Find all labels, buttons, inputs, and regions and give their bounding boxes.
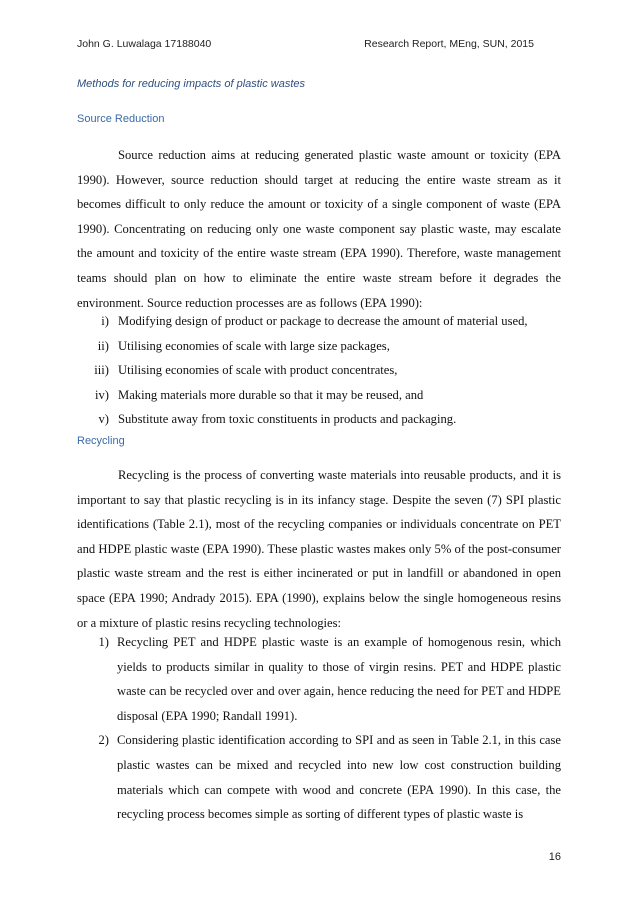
source-reduction-heading: Source Reduction <box>77 113 165 125</box>
recycling-heading: Recycling <box>77 435 125 447</box>
list-item-text: Considering plastic identification according to SPI and as seen in Table 2.1, in this case plastic wastes can be mixed and recycled into new low cost construction building materials which can compete with wood and concrete (EPA 1990). In this case, the recycling process becomes simple as sorting of different types of plastic waste is <box>117 733 561 822</box>
list-marker: v) <box>98 412 109 427</box>
list-item-text: Making materials more durable so that it may be reused, and <box>118 387 424 402</box>
list-marker: 1) <box>98 635 109 649</box>
list-item-text: Utilising economies of scale with large size packages, <box>118 338 390 353</box>
list-marker: 2) <box>98 733 109 748</box>
source-reduction-list <box>77 309 561 432</box>
list-item-text: Utilising economies of scale with product concentrates, <box>118 363 398 378</box>
recycling-paragraph: Recycling is the process of converting waste materials into reusable products, and it is important to say that plastic recycling is in its infancy stage. Despite the seven (7) SPI plastic identifications (Table 2.1), most of the recycling companies or individuals concentrate on PET and HDPE plastic waste (EPA 1990). These plastic wastes makes only 5% of the post-consumer plastic waste stream and the rest is either incinerated or put in landfill or abandoned in open space (EPA 1990; Andrady 2015). EPA (1990), explains below the single homogeneous resins or a mixture of plastic resins recycling technologies: <box>77 468 561 630</box>
section-title: Methods for reducing impacts of plastic wastes <box>77 78 306 90</box>
list-item-text: Substitute away from toxic constituents in products and packaging. <box>118 412 457 427</box>
list-item <box>77 728 561 826</box>
list-marker: i) <box>101 314 109 328</box>
list-item-text: Modifying design of product or package to decrease the amount of material used, <box>118 314 528 328</box>
list-item <box>77 407 561 432</box>
list-item <box>77 383 561 408</box>
list-marker: iv) <box>95 387 109 402</box>
list-item-text: Recycling PET and HDPE plastic waste is an example of homogenous resin, which yields to products similar in quality to those of virgin resins. PET and HDPE plastic waste can be recycled over and over again, hence reducing the need for PET and HDPE disposal (EPA 1990; Randall 1991). <box>117 635 561 723</box>
page-number: 16 <box>548 851 561 863</box>
list-item <box>77 358 561 383</box>
header-author: John G. Luwalaga 17188040 <box>77 38 212 50</box>
list-marker: ii) <box>97 338 109 353</box>
source-reduction-paragraph: Source reduction aims at reducing generated plastic waste amount or toxicity (EPA 1990). However, source reduction should target at reducing the entire waste stream as it becomes difficult to only reduce the amount or toxicity of a single component of waste (EPA 1990). Concentrating on reducing only one waste component say plastic waste, may escalate the amount and toxicity of the entire waste stream (EPA 1990). Therefore, waste management teams should plan on how to eliminate the entire waste stream before it degrades the environment. Source reduction processes are as follows (EPA 1990): <box>77 148 561 310</box>
header-report: Research Report, MEng, SUN, 2015 <box>364 38 534 50</box>
list-item <box>77 630 561 728</box>
list-item <box>77 334 561 359</box>
list-marker: iii) <box>94 363 109 378</box>
recycling-list <box>77 630 561 827</box>
list-item <box>77 309 561 334</box>
